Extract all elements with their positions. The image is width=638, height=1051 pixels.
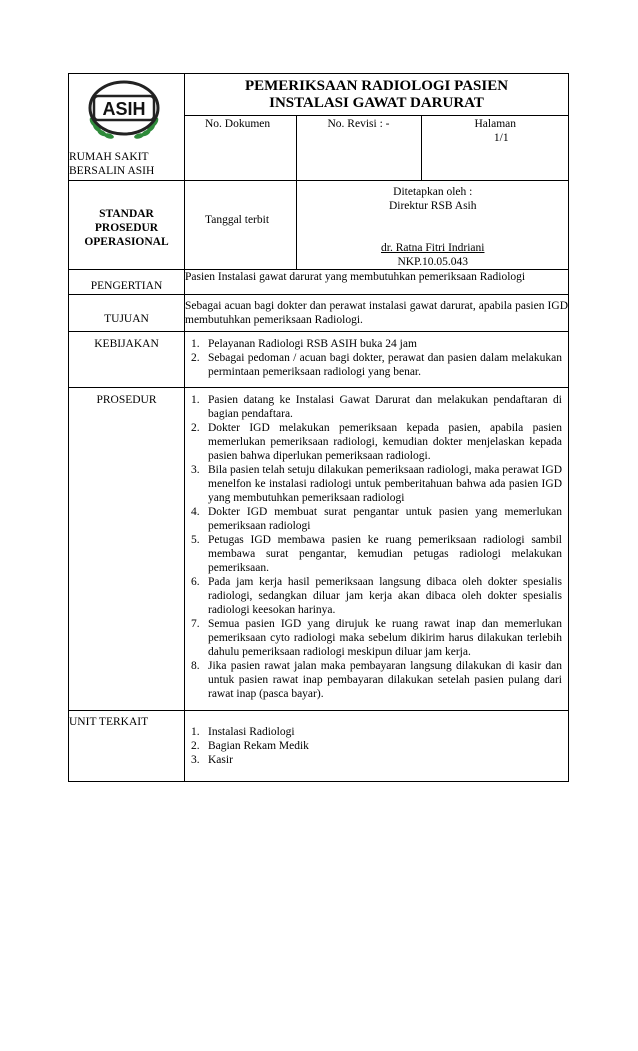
list-item-number: 3.	[191, 753, 200, 766]
list-item	[189, 617, 562, 659]
signatory-name: dr. Ratna Fitri Indriani	[381, 241, 485, 254]
doc-meta-row	[185, 115, 569, 180]
list-item-text: Dokter IGD membuat surat pengantar untuk pasien yang memerlukan pemeriksaan radiologi	[208, 505, 562, 532]
hospital-logo	[85, 78, 163, 142]
list-item	[189, 463, 562, 505]
list-item-number: 7.	[191, 617, 200, 630]
approver-title: Direktur RSB Asih	[388, 199, 477, 212]
list-item	[189, 393, 562, 421]
pengertian-text: Pasien Instalasi gawat darurat yang membutuhkan pemeriksaan Radiologi	[185, 269, 569, 294]
list-item-text: Kasir	[208, 753, 233, 766]
list-item-text: Sebagai pedoman / acuan bagi dokter, perawat dan pasien dalam melakukan permintaan pemeriksaan radiologi yang benar.	[208, 351, 562, 378]
list-item-text: Petugas IGD membawa pasien ke ruang pemeriksaan radiologi sambil membawa surat pengantar, kemudian petugas radiologi melakukan pemeriksaan.	[208, 533, 562, 574]
list-item-text: Dokter IGD melakukan pemeriksaan kepada pasien, apabila pasien memerlukan pemeriksaan radiologi, kemudian dokter menjelaskan kepada pasien bahwa diperlukan pemeriksaan radiologi.	[208, 421, 562, 462]
sop-label-line3: OPERASIONAL	[84, 235, 169, 248]
list-item-text: Pelayanan Radiologi RSB ASIH buka 24 jam	[208, 337, 417, 350]
list-item-number: 4.	[191, 505, 200, 518]
approved-by-label: Ditetapkan oleh :	[393, 185, 473, 198]
sop-label	[69, 181, 184, 249]
list-item-text: Semua pasien IGD yang dirujuk ke ruang rawat inap dan memerlukan pemeriksaan cyto radiologi maka sebelum dikirim harus dilakukan terlebih dahulu pemeriksaan radiologi meskipun diluar jam kerja.	[208, 617, 562, 658]
list-item-text: Pada jam kerja hasil pemeriksaan langsung dibaca oleh dokter spesialis radiologi, sedangkan diluar jam kerja akan dibaca oleh dokter spesialis radiologi keesokan harinya.	[208, 575, 562, 616]
prosedur-row	[69, 387, 569, 710]
sop-label-cell	[69, 180, 185, 269]
unit-terkait-row	[69, 710, 569, 781]
list-item-text: Instalasi Radiologi	[208, 725, 295, 738]
pengertian-label: PENGERTIAN	[69, 269, 185, 294]
list-item-text: Bila pasien telah setuju dilakukan pemeriksaan radiologi, maka perawat IGD menelfon ke instalasi radiologi untuk pemberitahuan bahwa ada pasien IGD yang membutuhkan pemeriksaan radiologi	[208, 463, 562, 504]
list-item	[189, 725, 562, 739]
list-item-text: Bagian Rekam Medik	[208, 739, 309, 752]
kebijakan-row	[69, 331, 569, 387]
list-item-text: Pasien datang ke Instalasi Gawat Darurat dan melakukan pendaftaran di bagian pendaftara.	[208, 393, 562, 420]
list-item	[189, 659, 562, 701]
list-item	[189, 575, 562, 617]
list-item-number: 3.	[191, 463, 200, 476]
list-item-number: 1.	[191, 337, 200, 350]
tujuan-text: Sebagai acuan bagi dokter dan perawat instalasi gawat darurat, apabila pasien IGD membutuhkan pemeriksaan Radiologi.	[185, 294, 569, 331]
signatory-nkp: NKP.10.05.043	[397, 255, 469, 268]
approval-block	[296, 181, 569, 269]
sop-label-line1: STANDAR	[99, 207, 154, 220]
revision-label: No. Revisi : -	[296, 116, 421, 180]
title-cell	[185, 74, 569, 181]
prosedur-label: PROSEDUR	[69, 387, 185, 710]
institution-name	[69, 150, 154, 178]
list-item-number: 1.	[191, 725, 200, 738]
header-row	[69, 74, 569, 181]
institution-line2: BERSALIN ASIH	[69, 164, 155, 177]
list-item-number: 2.	[191, 739, 200, 752]
institution-line1: RUMAH SAKIT	[69, 150, 149, 163]
prosedur-list	[189, 393, 568, 701]
logo-cell	[69, 74, 185, 181]
unit-terkait-list-cell	[185, 710, 569, 781]
doc-number-label: No. Dokumen	[205, 118, 271, 130]
page-value: 1/1	[493, 132, 509, 144]
list-item	[189, 739, 562, 753]
unit-terkait-list	[189, 725, 568, 767]
list-item	[189, 337, 562, 351]
list-item	[189, 421, 562, 463]
sop-row	[69, 180, 569, 269]
list-item-number: 2.	[191, 421, 200, 434]
list-item-number: 5.	[191, 533, 200, 546]
unit-terkait-label: UNIT TERKAIT	[69, 710, 185, 781]
pengertian-row	[69, 269, 569, 294]
title-line2: INSTALASI GAWAT DARURAT	[269, 95, 484, 111]
document-title	[185, 74, 568, 112]
kebijakan-list-cell	[185, 331, 569, 387]
list-item-text: Jika pasien rawat jalan maka pembayaran langsung dilakukan di kasir dan untuk pasien rawat inap pembayaran dilakukan setelah pasien pulang dari rawat inap (pasca bayar).	[208, 659, 562, 700]
kebijakan-label: KEBIJAKAN	[69, 331, 185, 387]
sop-table	[68, 73, 569, 782]
list-item	[189, 351, 562, 379]
list-item	[189, 753, 562, 767]
issue-date-label: Tanggal terbit	[205, 213, 270, 226]
list-item-number: 1.	[191, 393, 200, 406]
list-item-number: 2.	[191, 351, 200, 364]
list-item-number: 6.	[191, 575, 200, 588]
logo-text: ASIH	[102, 99, 146, 119]
list-item	[189, 505, 562, 533]
sop-info-cell	[185, 180, 569, 269]
tujuan-label: TUJUAN	[69, 294, 185, 331]
list-item-number: 8.	[191, 659, 200, 672]
kebijakan-list	[189, 337, 568, 379]
tujuan-row	[69, 294, 569, 331]
sop-info-table	[185, 181, 569, 269]
title-line1: PEMERIKSAAN RADIOLOGI PASIEN	[244, 78, 509, 94]
sop-label-line2: PROSEDUR	[94, 221, 159, 234]
prosedur-list-cell	[185, 387, 569, 710]
list-item	[189, 533, 562, 575]
page-info	[421, 116, 569, 180]
page-label: Halaman	[474, 118, 516, 130]
